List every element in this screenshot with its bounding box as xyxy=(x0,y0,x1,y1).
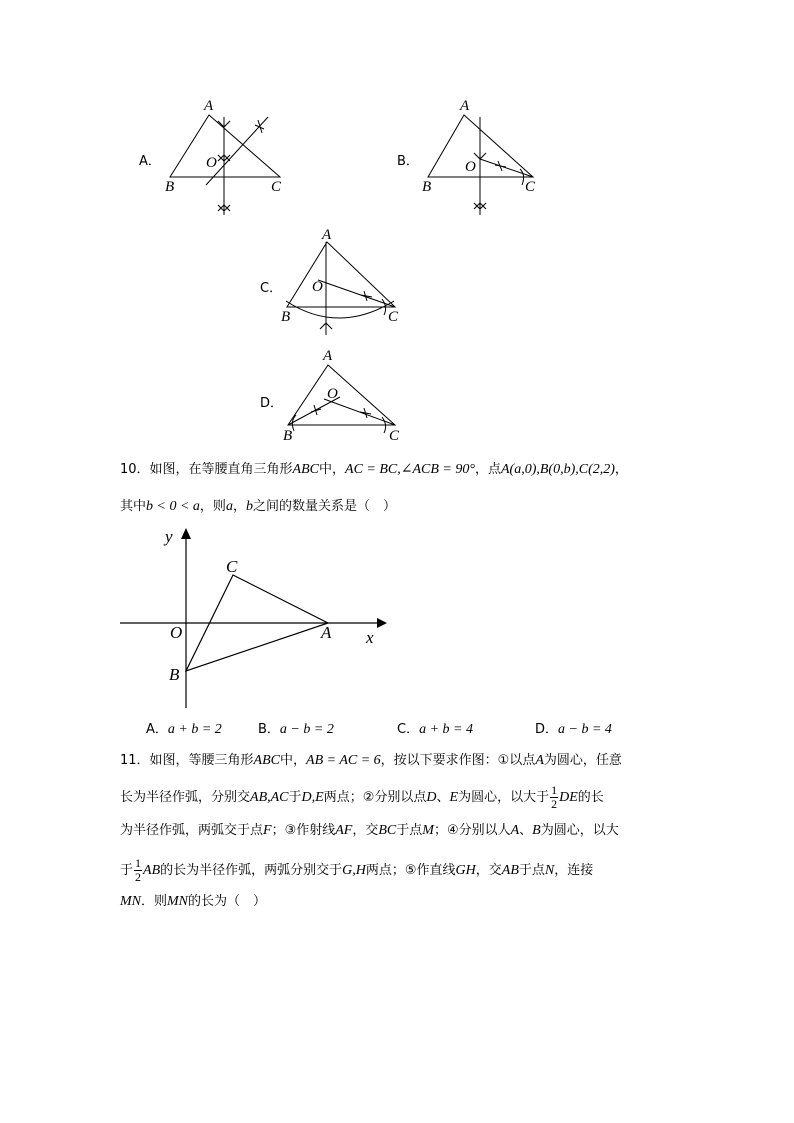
label-c: C xyxy=(389,428,400,444)
label-y: y xyxy=(165,527,173,546)
y-axis-arrow xyxy=(181,528,191,539)
option-a-label[interactable]: A． xyxy=(139,154,161,169)
option-b-label[interactable]: B． xyxy=(397,154,419,169)
label-o: O xyxy=(465,159,476,175)
label-b: B xyxy=(169,665,180,684)
label-a: A xyxy=(321,623,332,642)
label-a: A xyxy=(204,98,214,114)
q10-coordinate-figure xyxy=(115,525,390,715)
option-d-label[interactable]: D． xyxy=(260,396,284,411)
label-x: x xyxy=(366,628,374,647)
q10-line2: 其中b < 0 < a，则a，b之间的数量关系是（ ） xyxy=(120,499,396,514)
label-c: C xyxy=(271,179,282,195)
q11-line3: 为半径作弧，两弧交于点F；③作射线AF，交BC于点M；④分别以人A、B为圆心，以大 xyxy=(120,823,619,838)
label-o: O xyxy=(312,279,323,295)
q11-line5: MN．则MN的长为（ ） xyxy=(120,894,267,909)
triangle-abc xyxy=(287,242,395,307)
x-axis-arrow xyxy=(377,618,387,628)
figure-c xyxy=(278,225,413,340)
label-a: A xyxy=(460,98,470,114)
arc-mark-ab xyxy=(255,120,264,133)
q11-line4: 于 $\frac{1}{2}$ AB的长为半径作弧，两弧分别交于G,H两点；⑤作直线GH，交AB于点N，连接 xyxy=(120,856,594,884)
q10-choice-b[interactable]: B．a − b = 2 xyxy=(258,722,334,737)
option-c-label[interactable]: C． xyxy=(260,281,283,296)
angle-bisector-c xyxy=(480,159,533,177)
arc-mark-b xyxy=(311,405,321,415)
fraction-half: $\frac{1}{2}$ xyxy=(551,783,558,811)
perpendicular-bisector-ab xyxy=(206,117,268,185)
label-c: C xyxy=(226,557,238,576)
label-c: C xyxy=(388,309,399,325)
fraction-half: $\frac{1}{2}$ xyxy=(135,856,142,884)
q11-line1: 11．如图，等腰三角形ABC中，AB = AC = 6，按以下要求作图：①以点A为圆心，任意 xyxy=(120,753,622,768)
label-b: B xyxy=(281,309,291,325)
arc-bc xyxy=(286,301,394,318)
q10-choice-c[interactable]: C．a + b = 4 xyxy=(397,722,473,737)
figure-d xyxy=(278,345,413,445)
label-o: O xyxy=(206,155,217,171)
label-b: B xyxy=(283,428,293,444)
label-b: B xyxy=(165,179,175,195)
q10-choice-a[interactable]: A．a + b = 2 xyxy=(146,722,222,737)
q10-choice-d[interactable]: D．a − b = 4 xyxy=(535,722,612,737)
label-c: C xyxy=(525,179,536,195)
label-a: A xyxy=(323,348,333,364)
label-o: O xyxy=(327,386,338,402)
label-b: B xyxy=(422,179,432,195)
figure-a xyxy=(160,95,290,220)
q10-line1: 10．如图，在等腰直角三角形ABC中，AC = BC,∠ACB = 90°，点A(a,0),B(0,b),C(2,2)， xyxy=(120,462,628,477)
triangle-abc xyxy=(170,115,280,177)
label-a: A xyxy=(322,227,332,243)
q11-line2: 长为半径作弧，分别交AB,AC于D,E两点；②分别以点D、E为圆心，以大于 $\frac{1}{2}$ DE的长 xyxy=(120,783,604,811)
figure-b xyxy=(418,95,548,220)
arc-mark-bisector xyxy=(495,161,506,171)
label-o: O xyxy=(170,623,183,642)
angle-bisector-c xyxy=(318,280,395,307)
